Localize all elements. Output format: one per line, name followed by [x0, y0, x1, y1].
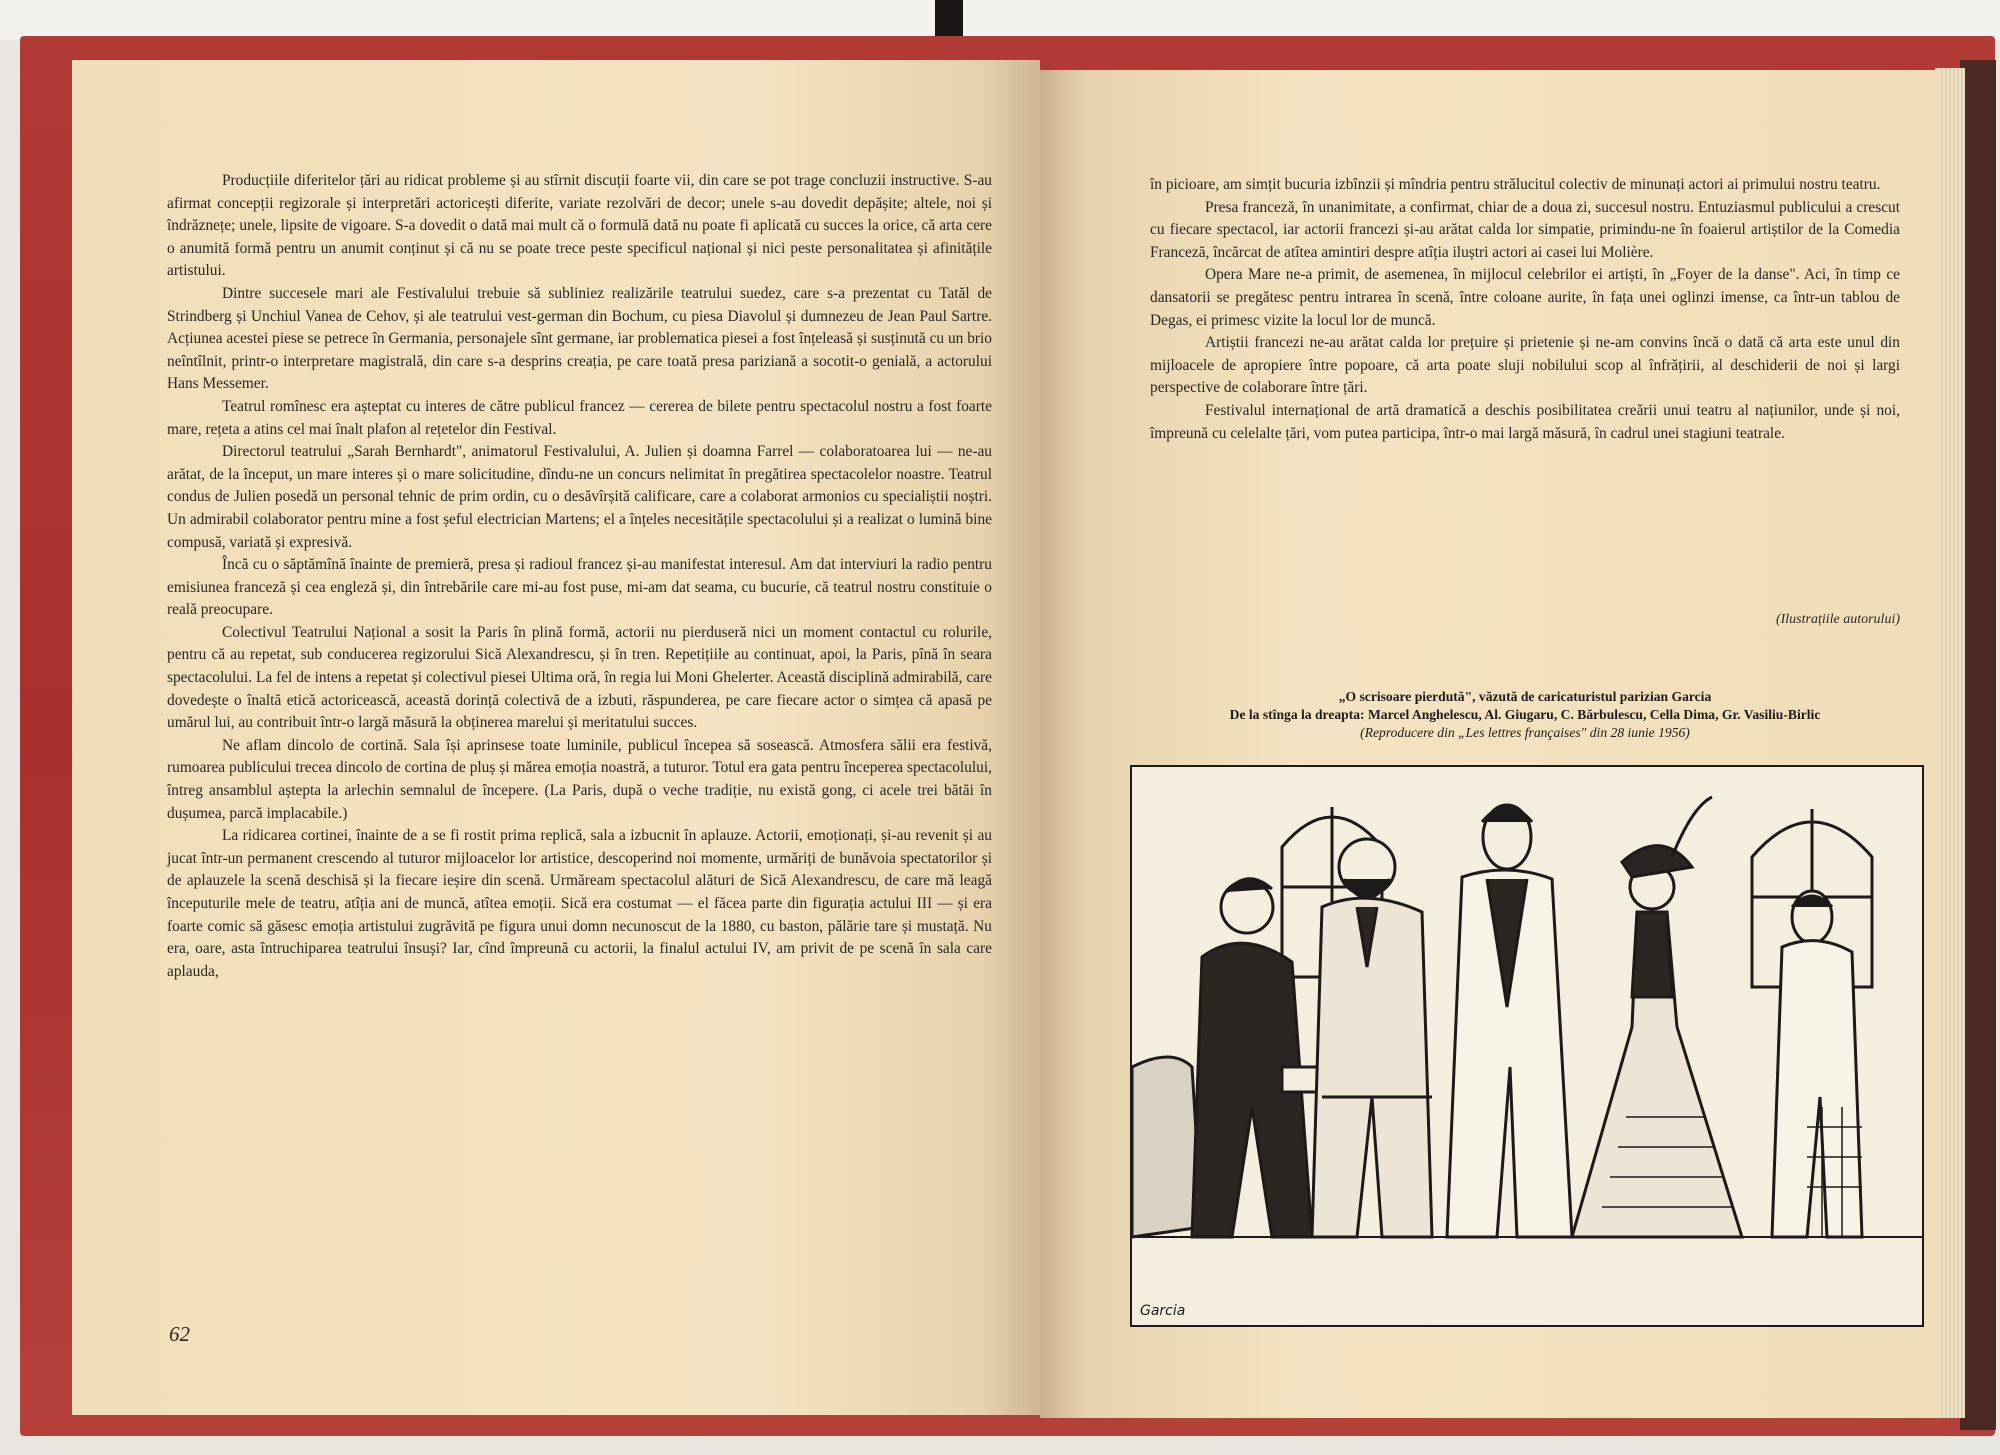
scan-background — [0, 0, 2000, 40]
caption-title: „O scrisoare pierdută", văzută de caricaturistul parizian Garcia — [1338, 689, 1712, 704]
paragraph: Producțiile diferitelor țări au ridicat probleme și au stîrnit discuții foarte vii, din care se pot trage concluzii instructive. S-au afirmat concepții regizorale și interpretări actoricești diferite, variate rezolvări de decor; unele s-au dovedit depășite; altele, noi și îndrăznețe; unele, lipsite de vigoare. S-a dovedit o dată mai mult că o formulă dată nu poate fi aplicată cu succes la orice, că arta cere o anumită formă pentru un anumit conținut și că nu se poate trece peste specificul național și nici peste personalitatea și afinitățile artistului. — [167, 172, 992, 280]
paragraph: Opera Mare ne-a primit, de asemenea, în mijlocul celebrilor ei artiști, în „Foyer de la danse". Aci, în timp ce dansatorii se pregătesc pentru intrarea în scenă, între coloane aurite, în fața unei oglinzi imense, ca într-un tablou de Degas, ei primesc vizite la locul lor de muncă. — [1150, 266, 1900, 329]
figure-caption — [1130, 688, 1920, 742]
paragraph: Ne aflam dincolo de cortină. Sala își aprinsese toate luminile, publicul începea să sosească. Atmosfera sălii era festivă, rumoarea publicului trecea dincolo de cortina de pluș și mărea emoția noastră, a tuturor. Totul era gata pentru începerea spectacolului, întreg ansamblul aștepta la arlechin semnalul de începere. (La Paris, după o veche tradiție, nu există gong, ci acele trei bătăi în dușumea, parcă implacabile.) — [167, 736, 992, 822]
caption-source: (Reproducere din „Les lettres françaises" din 28 iunie 1956) — [1360, 725, 1690, 740]
bookmark-tab — [935, 0, 963, 40]
paragraph: Artiștii francezi ne-au arătat calda lor prețuire și prietenie și ne-am convins încă o dată că arta este unul din mijloacele de apropiere între popoare, că arta poate sluji nobilului scop al înfrățirii, al deschiderii de noi și largi perspective de colaborare între țări. — [1150, 334, 1900, 397]
right-page — [1040, 70, 1940, 1418]
paragraph: Presa franceză, în unanimitate, a confirmat, chiar de a doua zi, succesul nostru. Entuziasmul publicului a crescut cu fiecare spectacol, iar actorii francezi și-au arătat calda lor simpatie, primindu-ne în foaierul artiștilor de la Comedia Franceză, încărcat de atîtea amintiri despre atîția iluștri actori ai casei lui Molière. — [1150, 198, 1900, 261]
paragraph: Directorul teatrului „Sarah Bernhardt", animatorul Festivalului, A. Julien și doamna Farrel — colaboratoarea lui — ne-au arătat, de la început, un mare interes și o mare solicitudine, dîndu-ne un concurs nelimitat în pregătirea spectacolelor noastre. Teatrul condus de Julien posedă un personal tehnic de prim ordin, cu o desăvîrșită calificare, care a colaborat armonios cu specialiștii noștri. Un admirabil colaborator pentru mine a fost șeful electrician Martens; el a înțeles necesitățile spectacolului și a realizat o lumină bine compusă, variată și expresivă. — [167, 443, 992, 551]
paragraph: La ridicarea cortinei, înainte de a se fi rostit prima replică, sala a izbucnit în aplauze. Actorii, emoționați, și-au revenit și au jucat într-un permanent crescendo al tuturor mijloacelor lor artistice, descoperind noi momente, urmăriți de bunăvoia spectatorilor și de aplauzele la scenă deschisă și la fiecare ieșire din scenă. Urmăream spectacolul alături de Sică Alexandrescu, de care mă leagă începuturile mele de teatru, atîția ani de muncă, atîtea emoții. Sică era costumat — el făcea parte din figurația actului III — și era foarte comic să găsesc emoția artistului zugrăvită pe figura unui domn necunoscut de la 1880, cu baston, pălărie tare și mustață. Nu era, oare, asta întruchiparea teatrului însuși? Iar, cînd împreună cu actorii, la finalul actului IV, am privit de pe scenă în sala care aplauda, — [167, 827, 992, 980]
illustration-credit: (Ilustrațiile autorului) — [1775, 612, 1900, 627]
caption-names: De la stînga la dreapta: Marcel Anghelescu, Al. Giugaru, C. Bărbulescu, Cella Dima, Gr. Vasiliu-Birlic — [1229, 707, 1821, 722]
illustration-signature: Garcia — [1140, 1303, 1186, 1319]
left-page-text — [167, 170, 992, 983]
paragraph: în picioare, am simțit bucuria izbînzii și mîndria pentru strălucitul colectiv de minunați actori ai primului nostru teatru. — [1150, 176, 1881, 193]
paragraph: Festivalul internațional de artă dramatică a deschis posibilitatea creării unui teatru al națiunilor, unde și noi, împreună cu celelalte țări, vom putea participa, într-o mai largă măsură, în cadrul unei stagiuni teatrale. — [1150, 401, 1900, 442]
paragraph: Teatrul romînesc era așteptat cu interes de către publicul francez — cererea de bilete pentru spectacolul nostru a fost foarte mare, rețeta a atins cel mai înalt plafon al rețetelor din Festival. — [167, 397, 992, 438]
left-page — [72, 60, 1040, 1415]
book-cover-edge — [1960, 60, 1996, 1430]
paragraph: Încă cu o săptămînă înainte de premieră, presa și radioul francez și-au manifestat interesul. Am dat interviuri la radio pentru emisiunea franceză și cea engleză și, din întrebările care mi-au fost puse, mi-am dat seama, cu bucurie, că teatrul nostru constituie o reală preocupare. — [167, 556, 992, 619]
right-page-text — [1150, 174, 1900, 445]
paragraph: Colectivul Teatrului Național a sosit la Paris în plină formă, actorii nu pierduseră nici un moment contactul cu rolurile, pentru că au repetat, sub conducerea regizorului Sică Alexandrescu, și în tren. Repetițiile au continuat, apoi, la Paris, pînă în seara spectacolului. La fel de intens a repetat și colectivul piesei Ultima oră, în regia lui Moni Ghelerter. Această disciplină admirabilă, care dovedește o înaltă etică actoricească, această dorință colectivă de a izbuti, răspunderea, pe care fiecare actor o simțea că apasă pe umărul lui, au contribuit într-o largă măsură la obținerea marelui și meritatului succes. — [167, 623, 992, 732]
paragraph: Dintre succesele mari ale Festivalului trebuie să subliniez realizările teatrului suedez, care s-a prezentat cu Tatăl de Strindberg și Unchiul Vanea de Cehov, și ale teatrului vest-german din Bochum, cu piesa Diavolul și dumnezeu de Jean Paul Sartre. Acțiunea acestei piese se petrece în Germania, personajele sînt germane, iar problematica piesei a fost înțeleasă și susținută cu un brio neîntîlnit, printr-o interpretare magistrală, din care s-a desprins creația, pe care toată presa pariziană a socotit-o genială, a actorului Hans Messemer. — [167, 284, 992, 393]
caricature-drawing — [1132, 767, 1922, 1325]
caricature-illustration — [1130, 765, 1924, 1327]
page-number: 62 — [169, 1322, 190, 1346]
